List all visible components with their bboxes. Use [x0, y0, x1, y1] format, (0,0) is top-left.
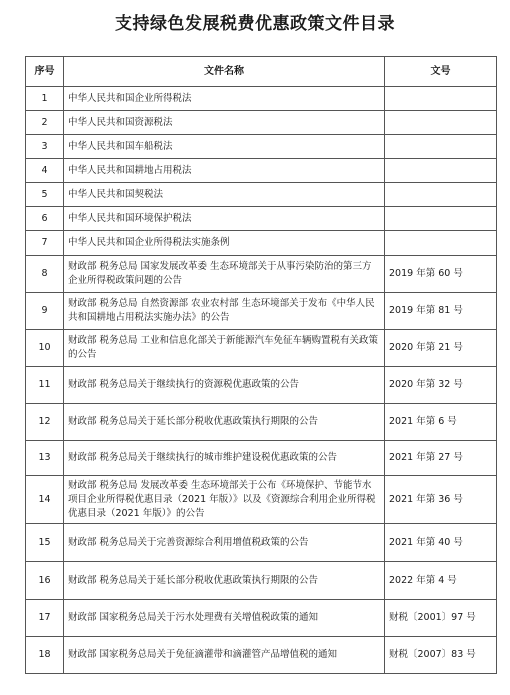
row-number: 15 — [26, 524, 64, 562]
row-number: 10 — [26, 330, 64, 367]
table-row — [26, 441, 497, 476]
document-number: 2022 年第 4 号 — [385, 562, 497, 600]
document-number — [385, 231, 497, 256]
document-number: 2019 年第 81 号 — [385, 293, 497, 330]
header-doc-number: 文号 — [385, 57, 497, 87]
document-number — [385, 135, 497, 159]
table-row — [26, 135, 497, 159]
row-number: 11 — [26, 367, 64, 404]
row-number: 12 — [26, 404, 64, 441]
table-row — [26, 111, 497, 135]
row-number: 6 — [26, 207, 64, 231]
table-row — [26, 404, 497, 441]
document-number: 2021 年第 6 号 — [385, 404, 497, 441]
document-name: 财政部 税务总局关于完善资源综合利用增值税政策的公告 — [64, 524, 385, 562]
document-name: 财政部 税务总局关于延长部分税收优惠政策执行期限的公告 — [64, 404, 385, 441]
document-name: 财政部 税务总局 自然资源部 农业农村部 生态环境部关于发布《中华人民共和国耕地占用税法实施办法》的公告 — [64, 293, 385, 330]
document-name: 财政部 税务总局关于延长部分税收优惠政策执行期限的公告 — [64, 562, 385, 600]
table-row — [26, 207, 497, 231]
document-name: 中华人民共和国资源税法 — [64, 111, 385, 135]
row-number: 4 — [26, 159, 64, 183]
document-number: 2021 年第 27 号 — [385, 441, 497, 476]
document-name: 财政部 国家税务总局关于污水处理费有关增值税政策的通知 — [64, 600, 385, 637]
table-header-row — [26, 57, 497, 87]
table-row — [26, 293, 497, 330]
document-name: 中华人民共和国企业所得税法 — [64, 87, 385, 111]
table-row — [26, 562, 497, 600]
table-row — [26, 256, 497, 293]
row-number: 16 — [26, 562, 64, 600]
row-number: 8 — [26, 256, 64, 293]
document-number: 财税〔2007〕83 号 — [385, 637, 497, 674]
table-row — [26, 330, 497, 367]
table-row — [26, 476, 497, 524]
document-number: 2020 年第 32 号 — [385, 367, 497, 404]
document-name: 财政部 税务总局 工业和信息化部关于新能源汽车免征车辆购置税有关政策的公告 — [64, 330, 385, 367]
row-number: 17 — [26, 600, 64, 637]
row-number: 3 — [26, 135, 64, 159]
row-number: 9 — [26, 293, 64, 330]
document-number: 2021 年第 40 号 — [385, 524, 497, 562]
policy-document-table — [25, 56, 497, 674]
document-name: 财政部 税务总局关于继续执行的资源税优惠政策的公告 — [64, 367, 385, 404]
table-row — [26, 367, 497, 404]
document-name: 中华人民共和国车船税法 — [64, 135, 385, 159]
document-number — [385, 159, 497, 183]
table-row — [26, 87, 497, 111]
document-number: 2019 年第 60 号 — [385, 256, 497, 293]
document-name: 中华人民共和国环境保护税法 — [64, 207, 385, 231]
document-number — [385, 207, 497, 231]
header-name: 文件名称 — [64, 57, 385, 87]
document-number: 2021 年第 36 号 — [385, 476, 497, 524]
table-row — [26, 159, 497, 183]
document-number — [385, 87, 497, 111]
document-name: 中华人民共和国耕地占用税法 — [64, 159, 385, 183]
document-name: 中华人民共和国企业所得税法实施条例 — [64, 231, 385, 256]
page-title: 支持绿色发展税费优惠政策文件目录 — [115, 14, 395, 34]
row-number: 2 — [26, 111, 64, 135]
document-name: 财政部 税务总局 发展改革委 生态环境部关于公布《环境保护、节能节水项目企业所得税优惠目录（2021 年版）》以及《资源综合利用企业所得税优惠目录（2021 年版）》的公告 — [64, 476, 385, 524]
table-row — [26, 183, 497, 207]
document-name: 财政部 国家税务总局关于免征滴灌带和滴灌管产品增值税的通知 — [64, 637, 385, 674]
document-name: 中华人民共和国契税法 — [64, 183, 385, 207]
row-number: 1 — [26, 87, 64, 111]
row-number: 13 — [26, 441, 64, 476]
document-name: 财政部 税务总局关于继续执行的城市维护建设税优惠政策的公告 — [64, 441, 385, 476]
document-number: 2020 年第 21 号 — [385, 330, 497, 367]
document-number — [385, 111, 497, 135]
document-name: 财政部 税务总局 国家发展改革委 生态环境部关于从事污染防治的第三方企业所得税政策问题的公告 — [64, 256, 385, 293]
row-number: 14 — [26, 476, 64, 524]
document-number: 财税〔2001〕97 号 — [385, 600, 497, 637]
document-number — [385, 183, 497, 207]
row-number: 18 — [26, 637, 64, 674]
table-row — [26, 524, 497, 562]
table-row — [26, 637, 497, 674]
row-number: 5 — [26, 183, 64, 207]
table-row — [26, 231, 497, 256]
row-number: 7 — [26, 231, 64, 256]
header-no: 序号 — [26, 57, 64, 87]
table-row — [26, 600, 497, 637]
